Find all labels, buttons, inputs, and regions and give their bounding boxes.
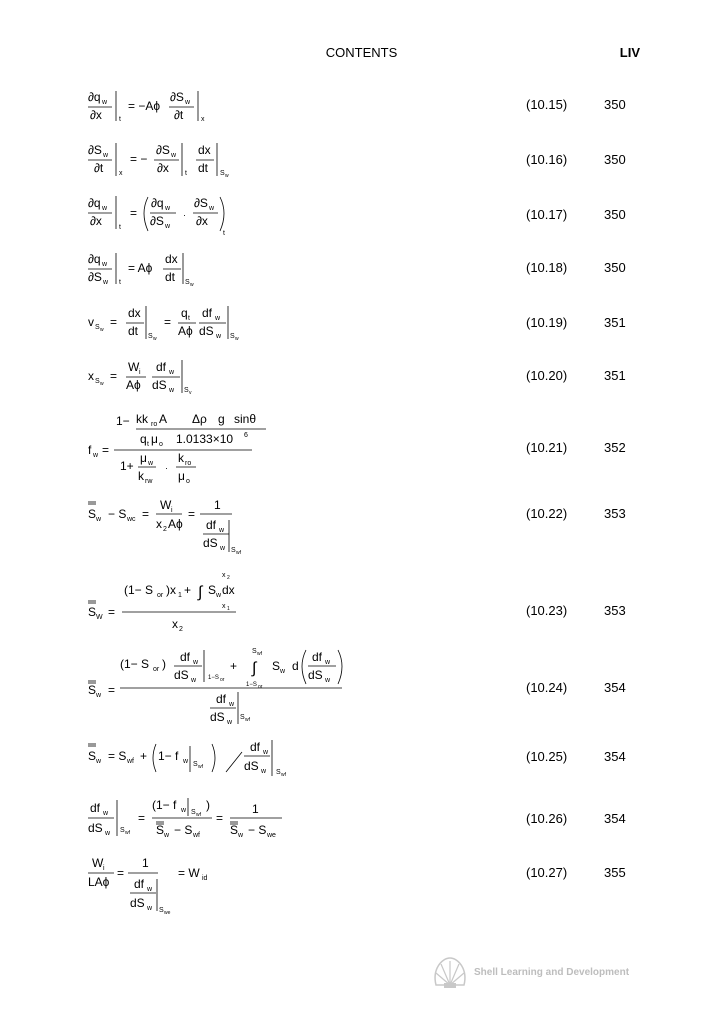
svg-text:S: S [220,170,225,177]
svg-text:w: w [220,545,226,552]
svg-text:μ: μ [140,451,147,465]
svg-text:k: k [138,469,144,483]
svg-text:W: W [96,614,103,621]
equation-10-17 [86,193,516,237]
svg-text:S: S [88,749,97,763]
svg-text:∫: ∫ [198,584,203,601]
equation-row [0,496,723,556]
svg-text:or: or [220,677,225,683]
svg-text:∂t: ∂t [174,108,184,122]
svg-text:w: w [263,749,269,756]
svg-text:∂S: ∂S [170,90,184,104]
svg-text:df: df [156,360,167,374]
svg-text:Aϕ: Aϕ [178,324,193,338]
svg-text:S: S [193,761,198,768]
svg-text:o: o [159,441,163,448]
equation-page: 350 [604,260,626,275]
svg-text:wf: wf [245,717,250,723]
svg-text:dt: dt [198,161,209,175]
equation-row [0,303,723,343]
equation-row [0,140,723,180]
svg-text:x: x [119,170,123,177]
svg-text:= W: = W [178,866,200,880]
svg-text:1−S: 1−S [208,675,219,681]
svg-text:=: = [102,443,110,457]
equation-page: 350 [604,152,626,167]
svg-text:S: S [148,333,153,340]
equation-page: 355 [604,865,626,880]
svg-text:w: w [93,452,99,459]
svg-text:w: w [153,336,157,342]
svg-text:S: S [184,387,189,394]
svg-text:o: o [186,478,190,485]
svg-text:x: x [201,116,205,123]
svg-text:1: 1 [178,592,182,599]
svg-text:df: df [134,877,145,891]
equation-number: (10.25) [526,749,568,764]
svg-text:+: + [184,583,192,597]
svg-text:w: w [103,152,109,159]
equation-row [0,796,723,842]
svg-text:t: t [119,116,121,123]
svg-text:wf: wf [257,651,262,657]
svg-text:dt: dt [165,270,176,284]
svg-text:Aϕ: Aϕ [126,378,141,392]
svg-text:μ: μ [178,469,185,483]
equation-number: (10.23) [526,603,568,618]
svg-text:S: S [231,547,236,554]
svg-text:+: + [230,659,238,673]
svg-text:·: · [165,463,168,473]
svg-text:S: S [185,279,190,286]
svg-text:w: w [103,279,109,286]
svg-text:t: t [119,224,121,231]
svg-text:or: or [157,592,164,599]
svg-text:w: w [96,758,102,765]
svg-text:x: x [156,517,162,531]
svg-text:=: = [117,866,125,880]
equation-10-24 [86,646,516,726]
svg-text:t: t [119,279,121,286]
page-header-title: CONTENTS [325,45,398,60]
svg-text:df: df [250,740,261,754]
svg-text:df: df [180,650,191,664]
svg-text:): ) [206,798,210,812]
svg-text:k: k [178,451,184,465]
svg-text:w: w [169,387,175,394]
svg-text:x: x [222,572,226,579]
svg-text:Δρ: Δρ [192,412,207,426]
svg-text:S: S [159,907,164,914]
svg-text:dS: dS [244,759,259,773]
svg-text:μ: μ [151,432,158,446]
svg-text:=: = [108,605,116,619]
svg-text:or: or [153,666,160,673]
equation-10-16 [86,140,516,180]
svg-text:wf: wf [125,830,130,836]
svg-text:=: = [188,507,196,521]
svg-text:2: 2 [227,575,230,581]
equation-10-19 [86,303,516,343]
svg-text:ro: ro [151,421,158,428]
svg-text:i: i [171,507,173,514]
svg-text:∂S: ∂S [150,214,164,228]
svg-text:dS: dS [210,710,225,724]
svg-text:S: S [156,823,165,837]
equation-10-21 [86,410,516,490]
equation-row [0,410,723,488]
svg-text:∂t: ∂t [94,161,104,175]
equation-number: (10.24) [526,680,568,695]
svg-text:wf: wf [281,772,286,778]
svg-text:=: = [110,315,118,329]
svg-text:w: w [165,223,171,230]
svg-text:1−: 1− [116,414,130,428]
svg-text:1.0133×10: 1.0133×10 [176,432,234,446]
svg-text:w: w [216,333,222,340]
footer-brand [432,955,652,989]
svg-text:dS: dS [199,324,214,338]
svg-text:S: S [95,324,100,331]
svg-text:w: w [215,315,221,322]
equation-row [0,568,723,634]
brand-text: Shell Learning and Development [474,967,630,978]
equation-row [0,250,723,290]
svg-text:∂x: ∂x [90,108,102,122]
svg-text:S: S [230,823,239,837]
svg-text:w: w [147,905,153,912]
svg-text:∂S: ∂S [156,143,170,157]
svg-text:S: S [240,714,245,721]
svg-text:i: i [103,865,105,872]
svg-text:dx: dx [222,583,235,597]
svg-text:Aϕ: Aϕ [168,517,183,531]
svg-text:− S: − S [108,507,127,521]
svg-text:S: S [208,583,217,597]
svg-text:=: = [108,683,116,697]
svg-text:t: t [188,315,190,322]
svg-text:w: w [225,173,229,179]
svg-text:w: w [216,592,222,599]
svg-text:w: w [209,205,215,212]
equation-number: (10.22) [526,506,568,521]
equation-page: 354 [604,680,626,695]
svg-text:S: S [252,648,257,655]
svg-text:∂S: ∂S [194,196,208,210]
svg-text:w: w [235,336,239,342]
svg-text:S: S [88,507,97,521]
svg-text:x: x [222,603,226,610]
svg-text:w: w [96,516,102,523]
svg-text:we: we [267,832,276,839]
svg-text:v: v [88,315,94,329]
svg-text:w: w [169,369,175,376]
svg-text:w: w [238,832,244,839]
equation-number: (10.15) [526,97,568,112]
equation-page: 354 [604,811,626,826]
equation-number: (10.20) [526,368,568,383]
svg-text:(1− S: (1− S [124,583,154,597]
svg-text:)x: )x [166,583,176,597]
svg-text:w: w [183,758,189,765]
equation-page: 351 [604,315,626,330]
svg-text:∫: ∫ [252,660,257,677]
svg-text:t: t [185,170,187,177]
svg-text:w: w [261,768,267,775]
svg-text:wf: wf [236,550,241,556]
svg-text:i: i [139,369,141,376]
svg-text:W: W [128,360,140,374]
svg-text:w: w [103,810,109,817]
svg-text:f: f [88,443,92,457]
svg-text:6: 6 [244,432,248,439]
svg-text:wf: wf [193,832,200,839]
equation-row [0,646,723,726]
svg-text:w: w [325,659,331,666]
svg-text:w: w [229,701,235,708]
equation-page: 354 [604,749,626,764]
equation-10-22 [86,496,516,556]
equation-10-27 [86,853,516,915]
equation-number: (10.21) [526,440,568,455]
equation-page: 350 [604,97,626,112]
svg-text:1− f: 1− f [158,749,179,763]
svg-text:S: S [95,378,100,385]
svg-text:w: w [325,677,331,684]
svg-text:id: id [202,875,208,882]
svg-text:w: w [280,668,286,675]
svg-text:∂x: ∂x [157,161,169,175]
equation-page: 352 [604,440,626,455]
svg-text:2: 2 [163,526,167,533]
svg-text:·: · [183,210,186,220]
svg-text:we: we [164,910,171,916]
equation-page: 351 [604,368,626,383]
svg-text:or: or [258,684,263,690]
svg-text:w: w [219,527,225,534]
svg-text:w: w [100,327,104,333]
svg-text:= −: = − [130,152,148,166]
svg-text:w: w [181,807,187,814]
svg-text:=: = [130,206,138,220]
shell-logo-icon [432,955,468,989]
equation-10-20 [86,357,516,397]
svg-text:LAϕ: LAϕ [88,875,110,889]
svg-text:w: w [102,261,108,268]
svg-text:1: 1 [252,802,259,816]
svg-text:ro: ro [185,460,192,467]
equation-10-23 [86,568,516,634]
svg-text:= Aϕ: = Aϕ [128,261,153,275]
svg-text:wf: wf [127,758,134,765]
svg-text:w: w [96,692,102,699]
equation-row [0,88,723,128]
svg-text:=: = [164,315,172,329]
svg-text:x: x [88,369,94,383]
equation-page: 353 [604,506,626,521]
svg-text:− S: − S [248,823,267,837]
equation-number: (10.27) [526,865,568,880]
svg-text:S: S [88,683,97,697]
svg-text:1+: 1+ [120,459,134,473]
svg-text:dx: dx [198,143,211,157]
svg-text:∂S: ∂S [88,143,102,157]
svg-text:wc: wc [127,516,136,523]
svg-text:dS: dS [203,536,218,550]
svg-text:= S: = S [108,749,127,763]
svg-text:W: W [92,856,104,870]
equation-row [0,193,723,237]
svg-text:∂x: ∂x [90,214,102,228]
svg-text:∂q: ∂q [151,196,164,210]
svg-text:1: 1 [227,606,230,612]
svg-text:w: w [193,659,199,666]
svg-text:=: = [138,811,146,825]
equation-page: 350 [604,207,626,222]
svg-text:=: = [110,369,118,383]
svg-text:S: S [191,809,196,816]
svg-text:w: w [165,205,171,212]
equation-10-15 [86,88,516,124]
svg-text:q: q [181,306,188,320]
svg-text:∂q: ∂q [88,196,101,210]
svg-text:S: S [276,769,281,776]
equation-10-25 [86,738,516,784]
svg-text:W: W [160,498,172,512]
equation-number: (10.18) [526,260,568,275]
svg-text:w: w [171,152,177,159]
svg-text:rw: rw [145,478,153,485]
svg-text:w: w [102,99,108,106]
equation-number: (10.17) [526,207,568,222]
equation-row [0,853,723,915]
svg-text:− S: − S [174,823,193,837]
svg-text:df: df [90,801,101,815]
svg-text:∂x: ∂x [196,214,208,228]
svg-text:t: t [147,441,149,448]
svg-text:df: df [312,650,323,664]
svg-text:wf: wf [198,764,203,770]
svg-text:2: 2 [179,626,183,633]
svg-text:∂S: ∂S [88,270,102,284]
svg-text:w: w [185,99,191,106]
equation-number: (10.16) [526,152,568,167]
svg-text:g: g [218,412,225,426]
svg-text:d: d [292,659,299,673]
svg-text:df: df [216,692,227,706]
svg-text:1−S: 1−S [246,682,257,688]
svg-text:dS: dS [130,896,145,910]
svg-text:w: w [227,719,233,726]
svg-text:=: = [216,811,224,825]
svg-text:S: S [230,333,235,340]
svg-text:t: t [223,230,225,237]
svg-text:dx: dx [128,306,141,320]
svg-text:): ) [162,657,166,671]
svg-text:(1− S: (1− S [120,657,150,671]
svg-text:x: x [172,617,178,631]
equation-10-18 [86,250,516,290]
svg-text:+: + [140,749,148,763]
svg-text:w: w [190,282,194,288]
page-number-label: LIV [619,45,640,60]
svg-text:S: S [120,827,125,834]
svg-text:df: df [202,306,213,320]
svg-text:S: S [88,605,97,619]
svg-text:wf: wf [196,812,201,818]
equation-number: (10.19) [526,315,568,330]
svg-text:1: 1 [214,498,221,512]
svg-text:v: v [189,390,192,396]
svg-text:dS: dS [308,668,323,682]
svg-text:w: w [102,205,108,212]
svg-text:w: w [191,677,197,684]
svg-text:1: 1 [142,856,149,870]
svg-text:dS: dS [88,821,103,835]
svg-text:dt: dt [128,324,139,338]
svg-text:sinθ: sinθ [234,412,257,426]
equation-page: 353 [604,603,626,618]
svg-text:q: q [140,432,147,446]
equation-row [0,357,723,397]
svg-text:= −Aϕ: = −Aϕ [128,99,161,113]
svg-text:dS: dS [174,668,189,682]
svg-text:w: w [164,832,170,839]
svg-text:A: A [159,412,168,426]
svg-text:S: S [272,659,281,673]
svg-text:∂q: ∂q [88,90,101,104]
svg-text:w: w [148,460,154,467]
svg-text:∂q: ∂q [88,252,101,266]
svg-text:w: w [147,886,153,893]
equation-number: (10.26) [526,811,568,826]
equation-10-26 [86,796,516,842]
svg-text:df: df [206,518,217,532]
svg-text:kk: kk [136,412,148,426]
svg-text:w: w [105,830,111,837]
svg-text:(1− f: (1− f [152,798,177,812]
equation-row [0,738,723,784]
svg-text:dS: dS [152,378,167,392]
svg-text:dx: dx [165,252,178,266]
svg-text:=: = [142,507,150,521]
svg-text:w: w [100,381,104,387]
